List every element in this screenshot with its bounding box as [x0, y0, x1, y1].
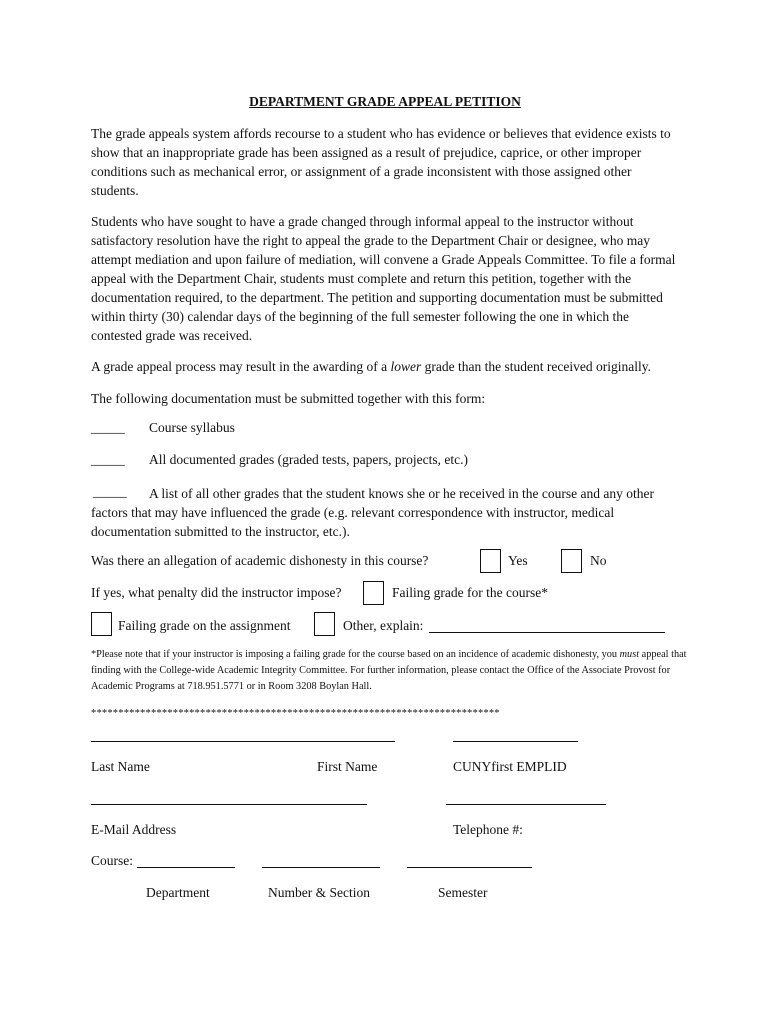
- yes-label: Yes: [508, 553, 528, 568]
- doc-item-blank[interactable]: _____: [91, 420, 125, 435]
- telephone-line[interactable]: [446, 804, 606, 805]
- integrity-note-text-1: *Please note that if your instructor is imposing a failing grade for the course based on an incidence of academic dishonesty, you: [91, 649, 620, 660]
- emplid-line[interactable]: [453, 741, 578, 742]
- name-signature-line[interactable]: [91, 741, 395, 742]
- department-label: Department: [146, 885, 210, 900]
- dishonesty-question: Was there an allegation of academic dishonesty in this course?: [91, 553, 429, 568]
- assignment-failing-label: Failing grade on the assignment: [118, 618, 291, 633]
- emplid-label: CUNYfirst EMPLID: [453, 759, 567, 774]
- other-penalty-checkbox[interactable]: [314, 612, 335, 636]
- number-section-label: Number & Section: [268, 885, 370, 900]
- course-failing-label: Failing grade for the course*: [392, 585, 548, 600]
- integrity-note: [91, 647, 691, 695]
- other-penalty-label: Other, explain:: [343, 618, 424, 633]
- doc-item-syllabus: Course syllabus: [149, 420, 235, 435]
- intro-paragraph: The grade appeals system affords recourse to a student who has evidence or believes that evidence exists to show that an inappropriate grade has been assigned as a result of prejudice, caprice, or other improper conditions such as mechanical error, or assignment of a grade inconsistent with those assigned other students.: [91, 126, 671, 198]
- documentation-intro: The following documentation must be submitted together with this form:: [91, 391, 486, 406]
- department-line[interactable]: [137, 867, 235, 868]
- lower-emphasis: lower: [390, 359, 422, 374]
- no-checkbox[interactable]: [561, 549, 582, 573]
- integrity-note-text-2: appeal that finding with the College-wide Academic Integrity Committee. For further information, please contact the Office of the Associate Provost for Academic Programs at 718.951.5771 or in Room 3208 Boylan Hall.: [91, 649, 687, 692]
- telephone-label: Telephone #:: [453, 822, 523, 837]
- doc-item-blank[interactable]: _____: [93, 484, 127, 499]
- number-section-line[interactable]: [262, 867, 380, 868]
- page-title: DEPARTMENT GRADE APPEAL PETITION: [249, 94, 521, 109]
- email-label: E-Mail Address: [91, 822, 177, 837]
- course-failing-checkbox[interactable]: [363, 581, 384, 605]
- assignment-failing-checkbox[interactable]: [91, 612, 112, 636]
- last-name-label: Last Name: [91, 759, 150, 774]
- first-name-label: First Name: [317, 759, 378, 774]
- semester-label: Semester: [438, 885, 488, 900]
- separator-line: ***************************************************************************: [91, 708, 500, 719]
- doc-item-other-grades: A list of all other grades that the student knows she or he received in the course and any other factors that may have influenced the grade (e.g. relevant correspondence with instructor, medical documentation submitted to the instructor, etc.).: [91, 486, 654, 539]
- doc-item-grades: All documented grades (graded tests, papers, projects, etc.): [149, 452, 469, 467]
- email-line[interactable]: [91, 804, 367, 805]
- doc-item-blank[interactable]: _____: [91, 452, 125, 467]
- yes-checkbox[interactable]: [480, 549, 501, 573]
- lower-grade-paragraph: [91, 357, 681, 376]
- penalty-question: If yes, what penalty did the instructor impose?: [91, 585, 342, 600]
- semester-line[interactable]: [407, 867, 532, 868]
- no-label: No: [590, 553, 607, 568]
- course-label: Course:: [91, 853, 133, 868]
- procedure-paragraph: Students who have sought to have a grade changed through informal appeal to the instructor without satisfactory resolution have the right to appeal the grade to the Department Chair or designee, who may attempt mediation and upon failure of mediation, will convene a Grade Appeals Committee. To file a formal appeal with the Department Chair, students must complete and return this petition, together with the documentation required, to the department. The petition and supporting documentation must be submitted within thirty (30) calendar days of the beginning of the full semester following the one in which the contested grade was received.: [91, 214, 676, 343]
- lower-grade-text-1: A grade appeal process may result in the awarding of a: [91, 359, 391, 374]
- lower-grade-text-2: grade than the student received originally.: [421, 359, 651, 374]
- must-emphasis: must: [619, 649, 640, 660]
- other-explain-line[interactable]: [429, 632, 665, 633]
